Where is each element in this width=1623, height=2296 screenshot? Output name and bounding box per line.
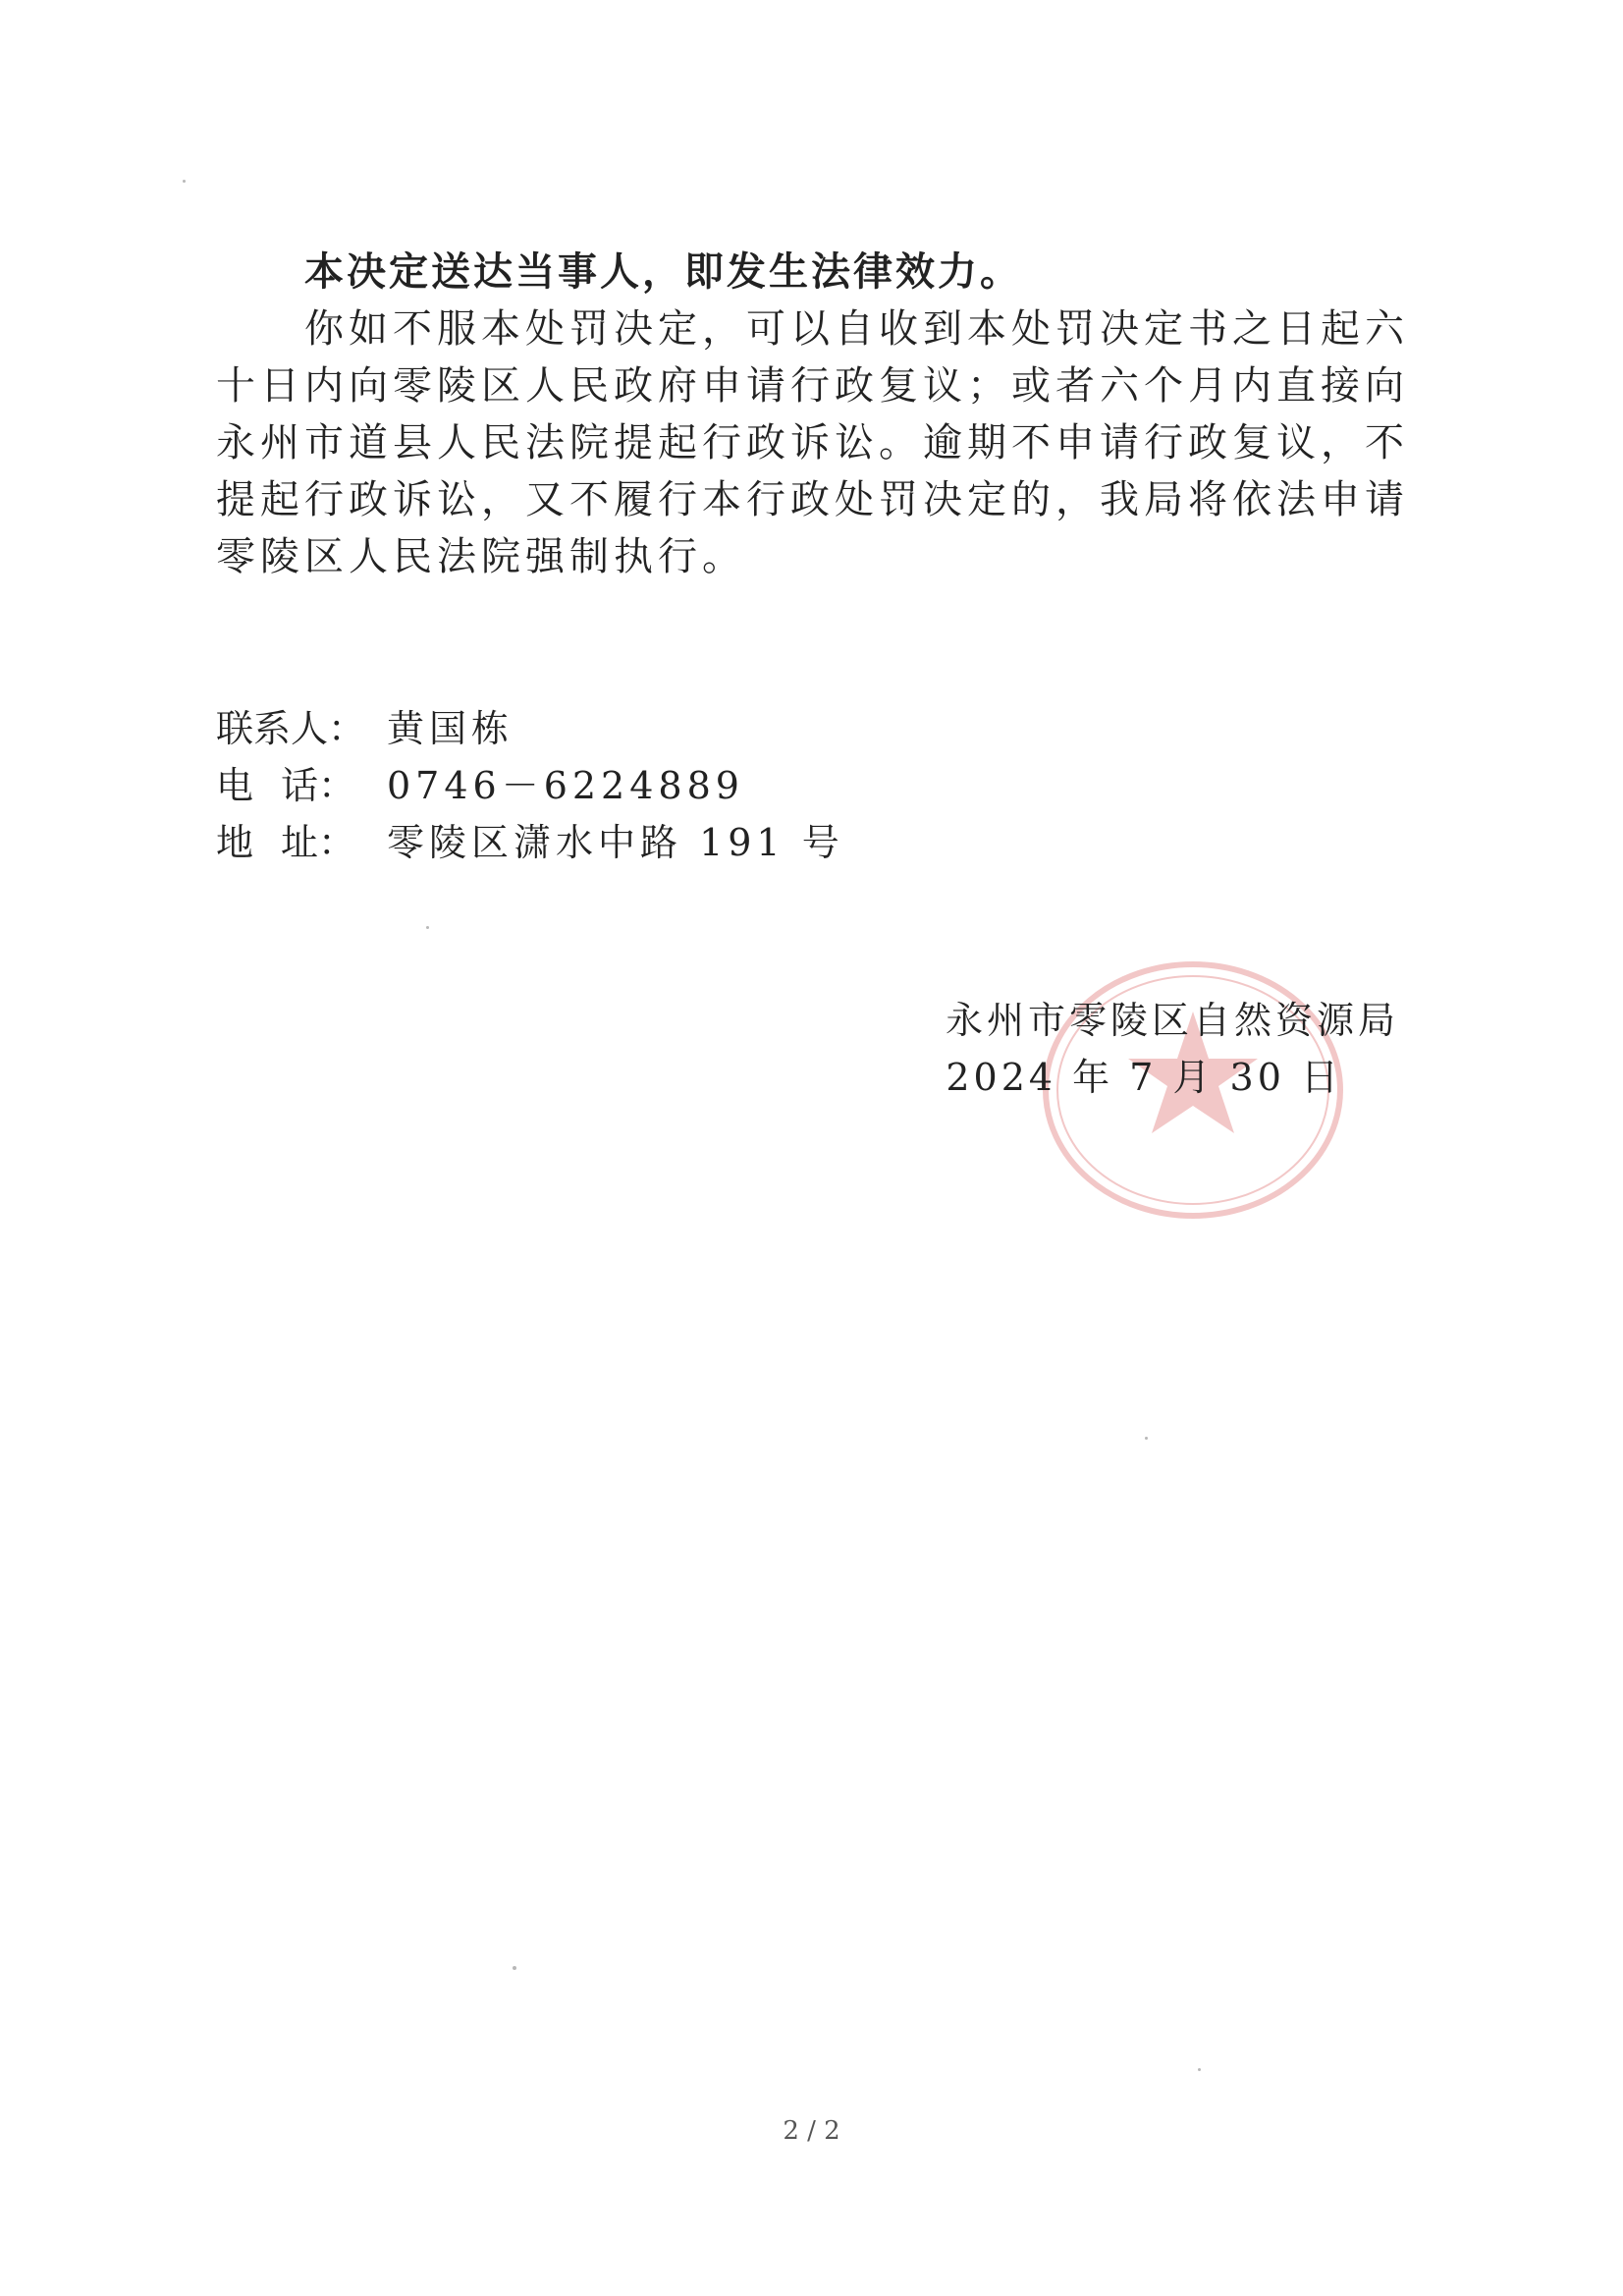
scan-speck: [426, 926, 429, 929]
contact-block: [216, 700, 844, 871]
contact-phone-row: [216, 757, 844, 814]
contact-person-label: 联系人：: [216, 707, 366, 750]
contact-address-label: [216, 814, 387, 871]
contact-phone-label-part2: 话：: [280, 764, 355, 807]
page-number: 2 / 2: [783, 2116, 840, 2146]
contact-address-value: 零陵区潇水中路 191 号: [387, 821, 844, 864]
contact-address-label-part1: 地: [216, 821, 254, 864]
scan-speck: [1145, 1437, 1148, 1440]
contact-person-row: [216, 700, 844, 757]
contact-address-label-part2: 址：: [280, 821, 355, 864]
scan-speck: [513, 1966, 516, 1970]
contact-phone-label-part1: 电: [216, 764, 254, 807]
contact-phone-label: [216, 757, 387, 814]
issuing-organization: 永州市零陵区自然资源局: [945, 999, 1399, 1042]
scan-speck: [183, 180, 186, 183]
contact-phone-value: 0746－6224889: [387, 764, 744, 807]
issue-date: 2024 年 7 月 30 日: [946, 1056, 1342, 1099]
signature-block: [918, 992, 1399, 1106]
effect-paragraph: 本决定送达当事人，即发生法律效力。: [304, 248, 1022, 295]
scan-speck: [1198, 2068, 1201, 2071]
decision-body: [216, 244, 1419, 585]
appeal-paragraph: 你如不服本处罚决定，可以自收到本处罚决定书之日起六十日内向零陵区人民政府申请行政复议；或者六个月内直接向永州市道县人民法院提起行政诉讼。逾期不申请行政复议，不提起行政诉讼，又不履行本行政处罚决定的，我局将依法申请零陵区人民法院强制执行。: [216, 306, 1409, 579]
contact-address-row: [216, 814, 844, 871]
contact-person-value: 黄国栋: [387, 707, 514, 750]
